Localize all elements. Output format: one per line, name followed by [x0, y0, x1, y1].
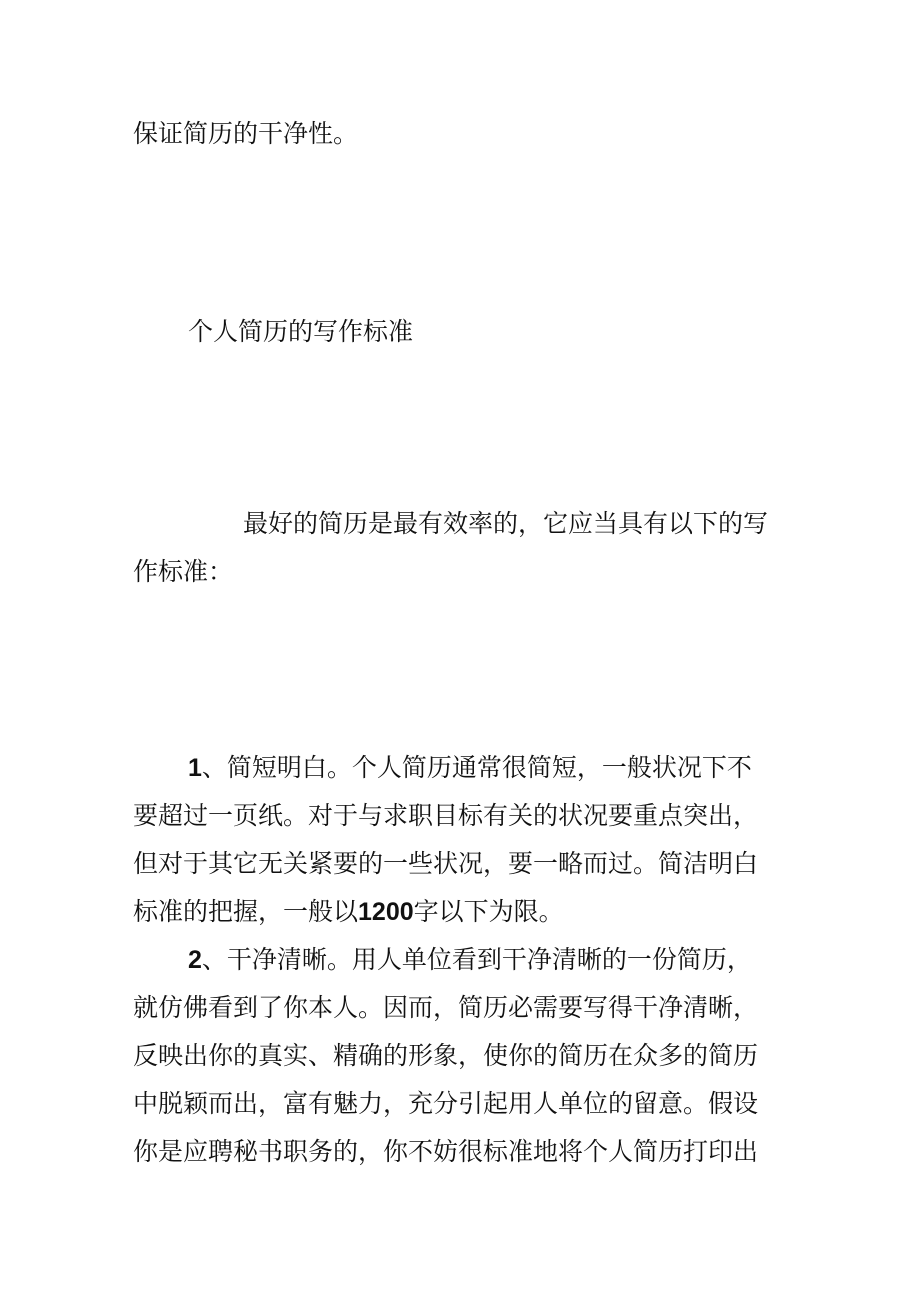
- item-2-line-4: 中脱颖而出，富有魅力，充分引起用人单位的留意。假设: [133, 1089, 759, 1118]
- item-2-number: 2: [188, 946, 202, 974]
- item-1-line-1: [188, 744, 848, 792]
- item-2-line-1: [188, 936, 848, 984]
- item-1-word-limit: 1200: [358, 898, 414, 926]
- top-fragment-text: 保证简历的干净性。: [133, 119, 359, 148]
- item-1-line-4-post: 字以下为限。: [413, 897, 564, 926]
- item-2-line-1-text: 、干净清晰。用人单位看到干净清晰的一份简历，: [201, 945, 752, 974]
- section-heading: 个人简历的写作标准: [188, 317, 414, 346]
- item-2-line-2: 就仿佛看到了你本人。因而，简历必需要写得干净清晰，: [133, 993, 759, 1022]
- intro-line-2: 作标准：: [133, 557, 234, 586]
- item-1-line-4: [133, 888, 793, 936]
- item-2-line-5: 你是应聘秘书职务的，你不妨很标准地将个人简历打印出: [133, 1137, 759, 1166]
- item-2-line-3: 反映出你的真实、精确的形象，使你的简历在众多的简历: [133, 1041, 759, 1070]
- item-1-line-1-text: 、简短明白。个人简历通常很简短，一般状况下不: [201, 753, 752, 782]
- item-1-line-3: 但对于其它无关紧要的一些状况，要一略而过。简洁明白: [133, 849, 759, 878]
- item-1-line-2: 要超过一页纸。对于与求职目标有关的状况要重点突出，: [133, 801, 759, 830]
- intro-line-1: 最好的简历是最有效率的，它应当具有以下的写: [243, 509, 769, 538]
- item-1-line-4-pre: 标准的把握，一般以: [133, 897, 359, 926]
- item-1-number: 1: [188, 754, 202, 782]
